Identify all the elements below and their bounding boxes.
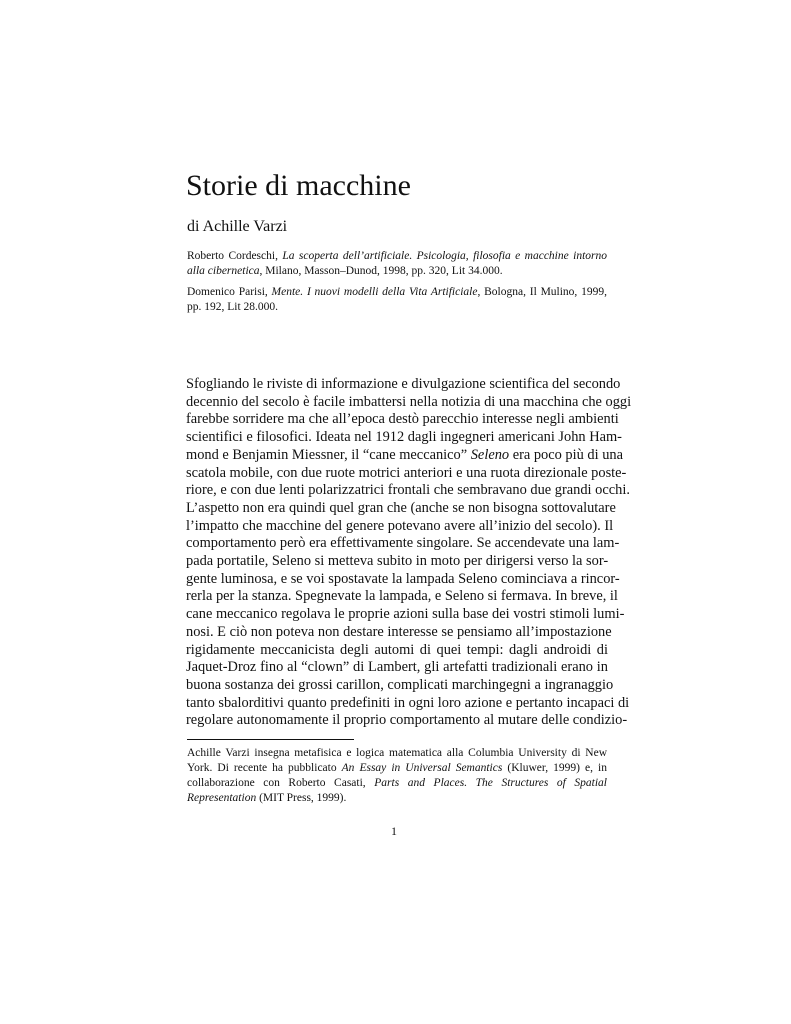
body-line: tanto sbalorditivi quanto predefiniti in ogni loro azione e pertanto incapaci di xyxy=(186,694,630,711)
footnote-divider xyxy=(187,739,354,740)
body-line: pada portatile, Seleno si metteva subito in moto per dirigersi verso la sor- xyxy=(186,553,609,570)
body-line: rerla per la stanza. Spegnevate la lampada, e Seleno si fermava. In breve, il xyxy=(186,588,618,605)
reference-author: Roberto Cordeschi, xyxy=(187,250,283,262)
body-text-run: mond e Benjamin Miessner, il “cane meccanico” xyxy=(186,446,471,463)
body-line: Sfogliando le riviste di informazione e divulgazione scientifica del secondo xyxy=(186,376,621,392)
body-line: l’impatto che macchine del genere potevano avere all’inizio del secolo). Il xyxy=(186,517,614,534)
author-footnote xyxy=(187,746,607,806)
body-text-run: era poco più di una xyxy=(509,446,623,463)
book-references xyxy=(187,249,607,321)
robot-name-seleno: Seleno xyxy=(470,446,510,463)
body-line: scatola mobile, con due ruote motrici anteriori e una ruota direzionale poste- xyxy=(186,464,627,481)
article-title: Storie di macchine xyxy=(186,169,411,202)
footnote-book-title: Parts and Places. The Structures of Spatial Representation xyxy=(187,777,607,804)
reference-entry xyxy=(187,249,607,279)
body-line: cane meccanico regolava le proprie azioni sulla base dei vostri stimoli lumi- xyxy=(186,606,625,623)
reference-title: Mente. I nuovi modelli della Vita Artificiale xyxy=(271,286,478,298)
body-line: farebbe sorridere ma che all’epoca destò parecchio interesse negli ambienti xyxy=(186,411,619,428)
reference-author: Domenico Parisi, xyxy=(187,286,272,298)
body-line: comportamento però era effettivamente singolare. Se accendevate una lam- xyxy=(186,535,620,552)
reference-details: , Milano, Masson–Dunod, 1998, pp. 320, Lit 34.000. xyxy=(259,265,503,277)
body-line xyxy=(186,446,623,465)
reference-title: La scoperta dell’artificiale. Psicologia, filosofia e macchine intorno alla cibernetica xyxy=(187,250,607,277)
footnote-book-title: An Essay in Universal Semantics xyxy=(341,762,503,774)
body-line: decennio del secolo è facile imbattersi nella notizia di una macchina che oggi xyxy=(186,393,632,410)
body-line: Jaquet-Droz fino al “clown” di Lambert, gli artefatti tradizionali erano in xyxy=(186,659,608,676)
body-line: riore, e con due lenti polarizzatrici frontali che sembravano due grandi occhi. xyxy=(186,482,630,499)
body-text xyxy=(186,376,632,730)
footnote-text: (Kluwer, 1999) e, in collaborazione con Roberto Casati, xyxy=(187,762,607,789)
body-line: gente luminosa, e se voi spostavate la lampada Seleno cominciava a rincor- xyxy=(186,570,620,587)
page-number: 1 xyxy=(391,824,397,838)
footnote-text: (MIT Press, 1999). xyxy=(256,792,347,804)
body-line: regolare autonomamente il proprio comportamento al mutare delle condizio- xyxy=(186,712,628,729)
body-line: nosi. E ciò non poteva non destare interesse se pensiamo all’impostazione xyxy=(186,623,612,640)
body-line: scientifici e filosofici. Ideata nel 1912 dagli ingegneri americani John Ham- xyxy=(186,429,622,446)
article-byline: di Achille Varzi xyxy=(187,218,288,235)
body-line: rigidamente meccanicista degli automi di quei tempi: dagli androidi di xyxy=(186,641,608,658)
footnote-text: Achille Varzi insegna metafisica e logica matematica alla Columbia University di New York. Di recente ha pubblicato xyxy=(187,747,607,774)
body-line: buona sostanza dei grossi carillon, complicati marchingegni a ingranaggio xyxy=(186,676,614,693)
reference-entry xyxy=(187,285,607,315)
body-line: L’aspetto non era quindi quel gran che (anche se non bisogna sottovalutare xyxy=(186,499,616,516)
reference-details: , Bologna, Il Mulino, 1999, pp. 192, Lit 28.000. xyxy=(187,286,607,313)
